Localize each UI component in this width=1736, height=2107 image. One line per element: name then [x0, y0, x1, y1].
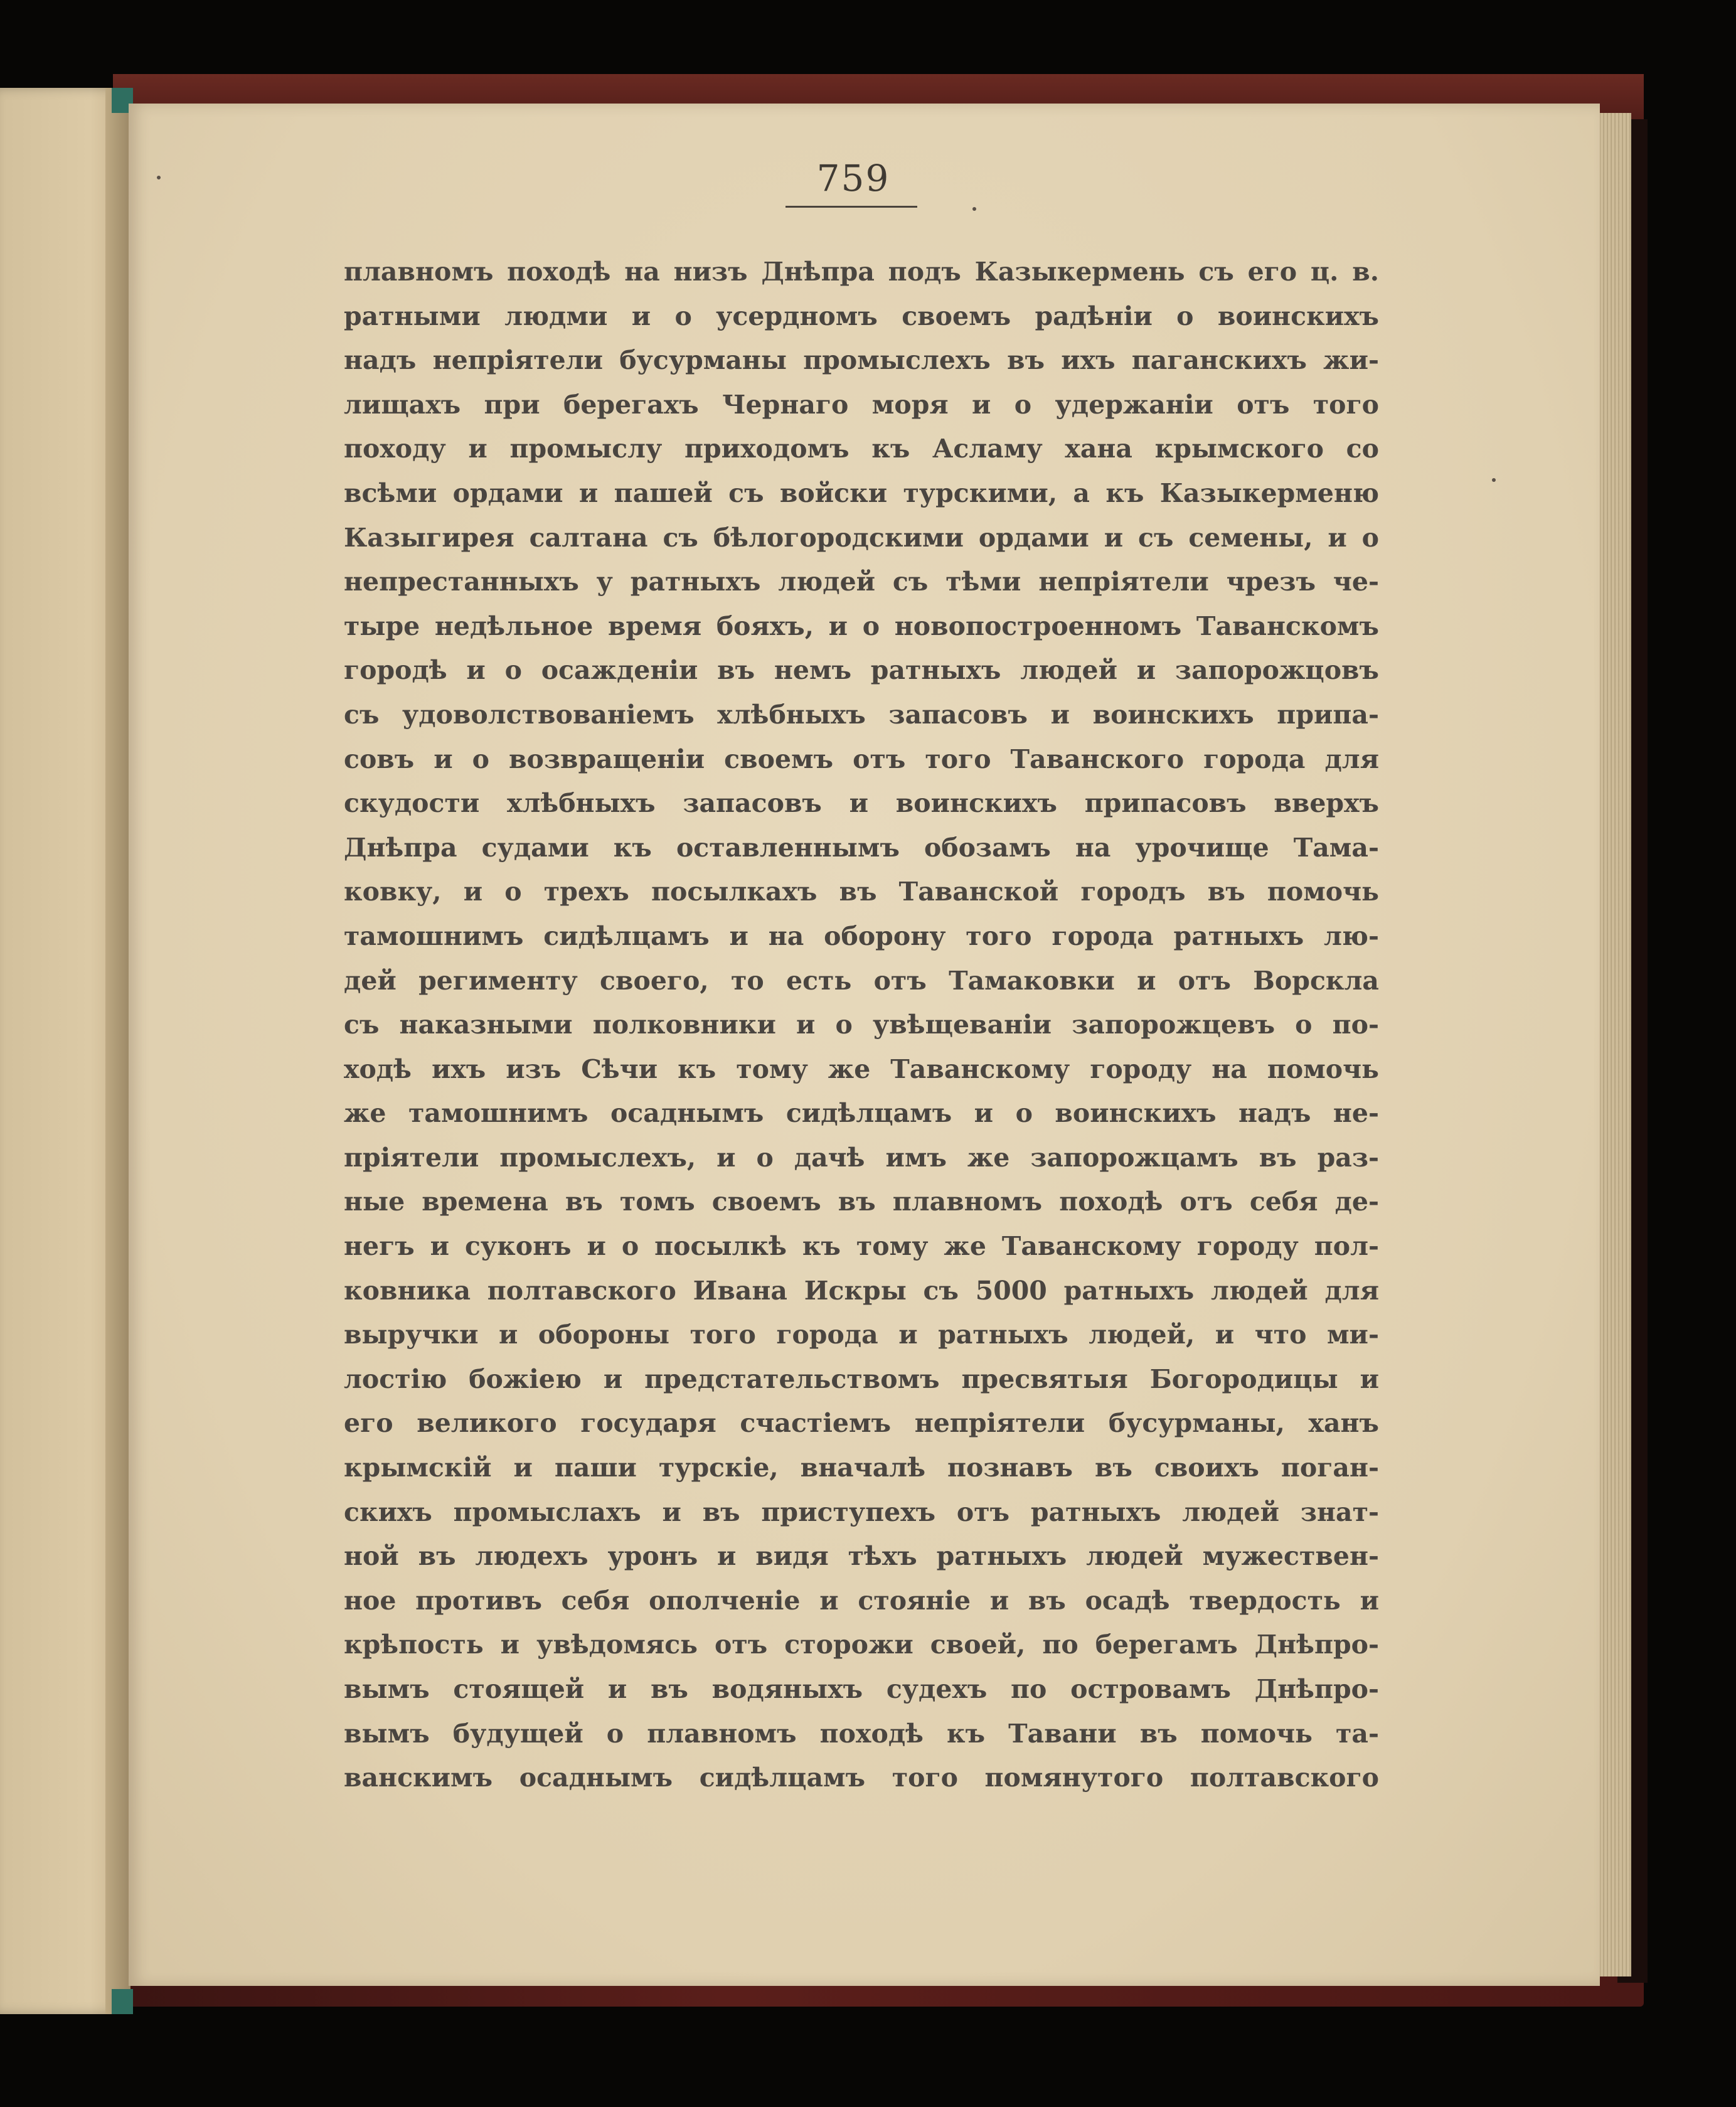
text-line: городѣ и о осажденіи въ немъ ратныхъ людей и запорожцовъ: [344, 655, 1379, 686]
text-line: скудости хлѣбныхъ запасовъ и воинскихъ припасовъ вверхъ: [344, 788, 1379, 819]
text-line: же тамошнимъ осаднымъ сидѣлцамъ и о воинскихъ надъ не-: [344, 1098, 1379, 1129]
text-line: надъ непріятели бусурманы промыслехъ въ ихъ паганскихъ жи-: [344, 345, 1379, 376]
text-line: съ удоволствованіемъ хлѣбныхъ запасовъ и воинскихъ припа-: [344, 699, 1379, 730]
body-text: [344, 250, 1379, 1800]
text-line: ходѣ ихъ изъ Сѣчи къ тому же Таванскому городу на помочь: [344, 1054, 1379, 1084]
page-speck: [1492, 478, 1496, 482]
text-line: совъ и о возвращеніи своемъ отъ того Таванского города для: [344, 744, 1379, 774]
text-line: непрестанныхъ у ратныхъ людей съ тѣми непріятели чрезъ че-: [344, 567, 1379, 597]
page-speck: [157, 176, 161, 179]
text-line: ное противъ себя ополченіе и стояніе и въ осадѣ твердость и: [344, 1585, 1379, 1616]
text-line: всѣми ордами и пашей съ войски турскими, а къ Казыкерменю: [344, 477, 1379, 508]
text-line: вымъ стоящей и въ водяныхъ судехъ по островамъ Днѣпро-: [344, 1674, 1379, 1704]
text-line: съ наказными полковники и о увѣщеваніи запорожцевъ о по-: [344, 1010, 1379, 1040]
text-line: ковника полтавского Ивана Искры съ 5000 ратныхъ людей для: [344, 1275, 1379, 1306]
text-line: выручки и обороны того города и ратныхъ людей, и что ми-: [344, 1320, 1379, 1350]
text-line: дей регименту своего, то есть отъ Тамаковки и отъ Ворскла: [344, 965, 1379, 996]
text-line: лищахъ при берегахъ Чернаго моря и о удержаніи отъ того: [344, 389, 1379, 420]
text-line: тыре недѣльное время бояхъ, и о новопостроенномъ Таванскомъ: [344, 611, 1379, 641]
text-line: тамошнимъ сидѣлцамъ и на оборону того города ратныхъ лю-: [344, 920, 1379, 951]
tailband: [112, 1989, 133, 2014]
text-line: плавномъ походѣ на низъ Днѣпра подъ Казыкермень съ его ц. в.: [344, 257, 1379, 287]
page-speck: [972, 207, 976, 211]
text-line: Казыгирея салтана съ бѣлогородскими ордами и съ семены, и о: [344, 522, 1379, 553]
text-line: ковку, и о трехъ посылкахъ въ Таванской городъ въ помочь: [344, 877, 1379, 907]
text-line: ной въ людехъ уронъ и видя тѣхъ ратныхъ людей мужествен-: [344, 1541, 1379, 1572]
text-line: крымскій и паши турскіе, вначалѣ познавъ въ своихъ поган-: [344, 1453, 1379, 1483]
text-line: пріятели промыслехъ, и о дачѣ имъ же запорожцамъ въ раз-: [344, 1142, 1379, 1173]
text-line: негъ и суконъ и о посылкѣ къ тому же Таванскому городу пол-: [344, 1231, 1379, 1262]
gutter: [105, 88, 130, 2014]
text-line: вымъ будущей о плавномъ походѣ къ Тавани въ помочь та-: [344, 1718, 1379, 1749]
page-number: 759: [816, 157, 890, 200]
text-line: походу и промыслу приходомъ къ Асламу хана крымского со: [344, 434, 1379, 464]
text-line: ванскимъ осаднымъ сидѣлцамъ того помянутого полтавского: [344, 1763, 1379, 1793]
text-line: крѣпость и увѣдомясь отъ сторожи своей, по берегамъ Днѣпро-: [344, 1630, 1379, 1660]
page-number-rule: [785, 206, 917, 208]
text-line: Днѣпра судами къ оставленнымъ обозамъ на урочище Тама-: [344, 832, 1379, 863]
text-line: его великого государя счастіемъ непріятели бусурманы, ханъ: [344, 1408, 1379, 1439]
text-line: лостію божіею и предстательствомъ пресвятыя Богородицы и: [344, 1363, 1379, 1394]
text-line: ные времена въ томъ своемъ въ плавномъ походѣ отъ себя де-: [344, 1187, 1379, 1217]
text-line: ратными людми и о усердномъ своемъ радѣніи о воинскихъ: [344, 301, 1379, 331]
text-line: скихъ промыслахъ и въ приступехъ отъ ратныхъ людей знат-: [344, 1496, 1379, 1527]
